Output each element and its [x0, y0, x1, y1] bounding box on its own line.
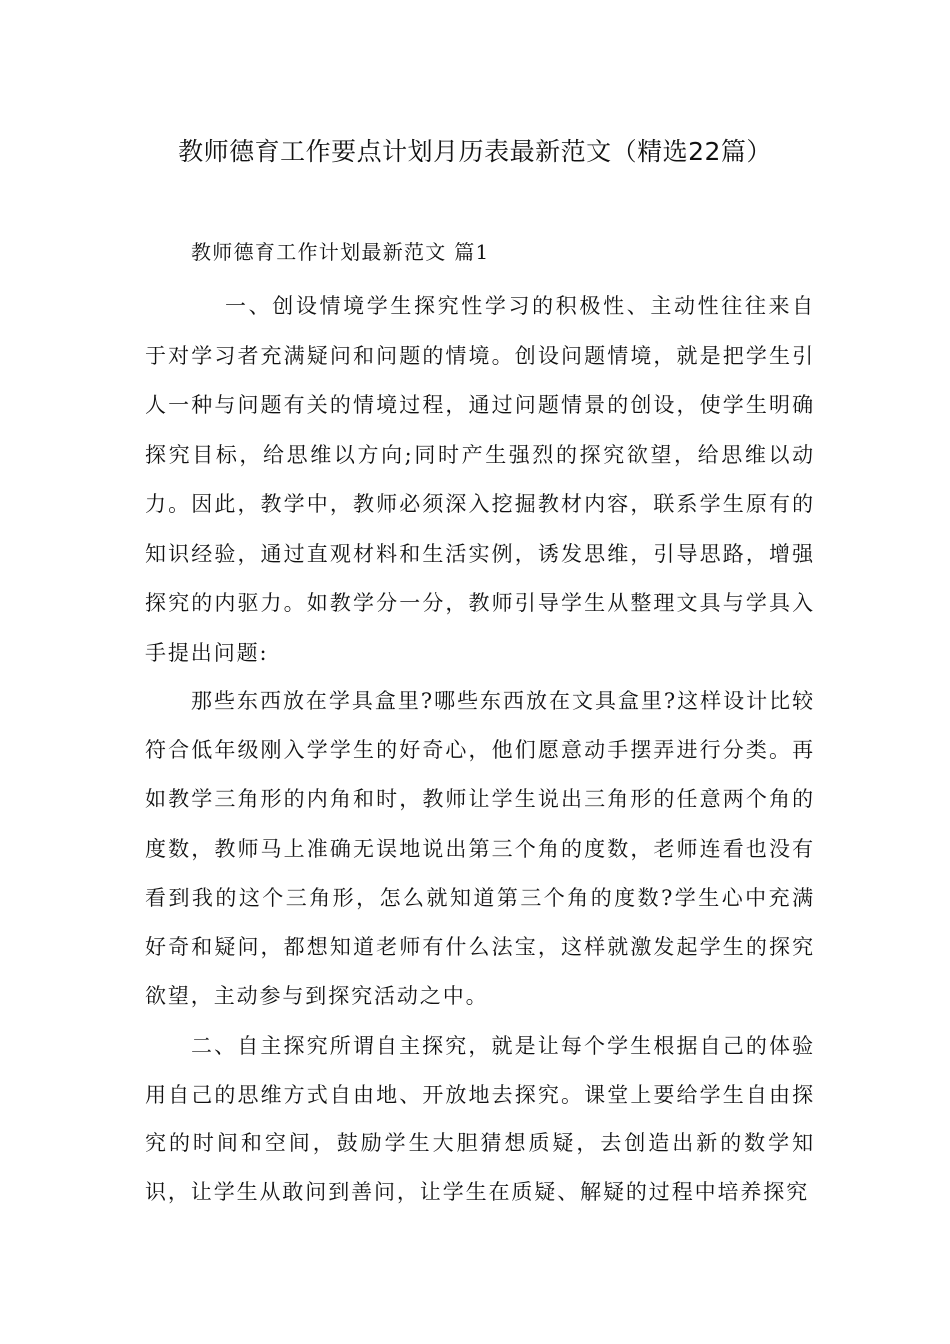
paragraph-2: 那些东西放在学具盒里?哪些东西放在文具盒里?这样设计比较符合低年级刚入学学生的好奇心，他们愿意动手摆弄进行分类。再如教学三角形的内角和时，教师让学生说出三角形的任意两个角的度数，教师马上准确无误地说出第三个角的度数，老师连看也没有看到我的这个三角形，怎么就知道第三个角的度数?学生心中充满好奇和疑问，都想知道老师有什么法宝，这样就激发起学生的探究欲望，主动参与到探究活动之中。: [145, 689, 815, 1009]
document-title: 教师德育工作要点计划月历表最新范文（精选22篇）: [178, 137, 772, 166]
paragraph-1: 一、创设情境学生探究性学习的积极性、主动性往往来自于对学习者充满疑问和问题的情境。创设问题情境，就是把学生引人一种与问题有关的情境过程，通过问题情景的创设，使学生明确探究目标，给思维以方向;同时产生强烈的探究欲望，给思维以动力。因此，教学中，教师必须深入挖掘教材内容，联系学生原有的知识经验，通过直观材料和生活实例，诱发思维，引导思路，增强探究的内驱力。如教学分一分，教师引导学生从整理文具与学具入手提出问题:: [145, 294, 815, 665]
section-heading: 教师德育工作计划最新范文 篇1: [191, 240, 490, 264]
paragraph-3: 二、自主探究所谓自主探究，就是让每个学生根据自己的体验用自己的思维方式自由地、开放地去探究。课堂上要给学生自由探究的时间和空间，鼓励学生大胆猜想质疑，去创造出新的数学知识，让学生从敢问到善问，让学生在质疑、解疑的过程中培养探究: [145, 1034, 815, 1204]
